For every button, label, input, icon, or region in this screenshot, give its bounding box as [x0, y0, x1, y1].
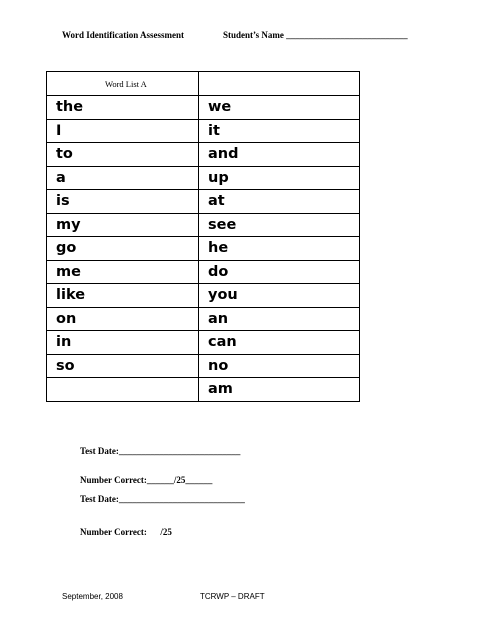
word-cell-left: in [47, 331, 199, 355]
table-row [47, 213, 360, 237]
footer-org: TCRWP – DRAFT [200, 592, 265, 601]
word-cell-right: am [199, 378, 360, 402]
word-cell-right: you [199, 284, 360, 308]
table-row [47, 260, 360, 284]
table-header-row [47, 72, 360, 96]
table-row [47, 166, 360, 190]
table-row [47, 307, 360, 331]
word-cell-left: the [47, 96, 199, 120]
table-row [47, 354, 360, 378]
word-cell-right: no [199, 354, 360, 378]
word-cell-right: do [199, 260, 360, 284]
table-row [47, 190, 360, 214]
word-cell-left: go [47, 237, 199, 261]
word-cell-left: to [47, 143, 199, 167]
word-cell-right: see [199, 213, 360, 237]
word-cell-left: a [47, 166, 199, 190]
word-cell-left: my [47, 213, 199, 237]
word-cell-left: so [47, 354, 199, 378]
test-date-1: Test Date:___________________________ [80, 446, 241, 456]
word-cell-right: an [199, 307, 360, 331]
table-row [47, 331, 360, 355]
number-correct-2: Number Correct: /25 [80, 527, 172, 537]
word-list-table [46, 71, 360, 402]
word-cell-right: can [199, 331, 360, 355]
word-cell-right: at [199, 190, 360, 214]
word-cell-left: is [47, 190, 199, 214]
table-row [47, 119, 360, 143]
test-date-2: Test Date:____________________________ [80, 494, 245, 504]
table-row [47, 378, 360, 402]
assessment-title: Word Identification Assessment [62, 30, 185, 40]
word-cell-left: on [47, 307, 199, 331]
word-cell-left: like [47, 284, 199, 308]
word-list-name: Word List A [47, 72, 199, 96]
word-cell-right: we [199, 96, 360, 120]
student-name-field: Student’s Name ___________________________ [223, 30, 408, 40]
header-empty-cell [199, 72, 360, 96]
word-cell-left [47, 378, 199, 402]
table-row [47, 237, 360, 261]
word-cell-left: I [47, 119, 199, 143]
table-row [47, 96, 360, 120]
table-row [47, 284, 360, 308]
word-cell-left: me [47, 260, 199, 284]
word-cell-right: it [199, 119, 360, 143]
number-correct-1: Number Correct:______/25______ [80, 475, 213, 485]
word-cell-right: and [199, 143, 360, 167]
word-cell-right: up [199, 166, 360, 190]
table-row [47, 143, 360, 167]
footer-date: September, 2008 [62, 592, 123, 601]
word-cell-right: he [199, 237, 360, 261]
